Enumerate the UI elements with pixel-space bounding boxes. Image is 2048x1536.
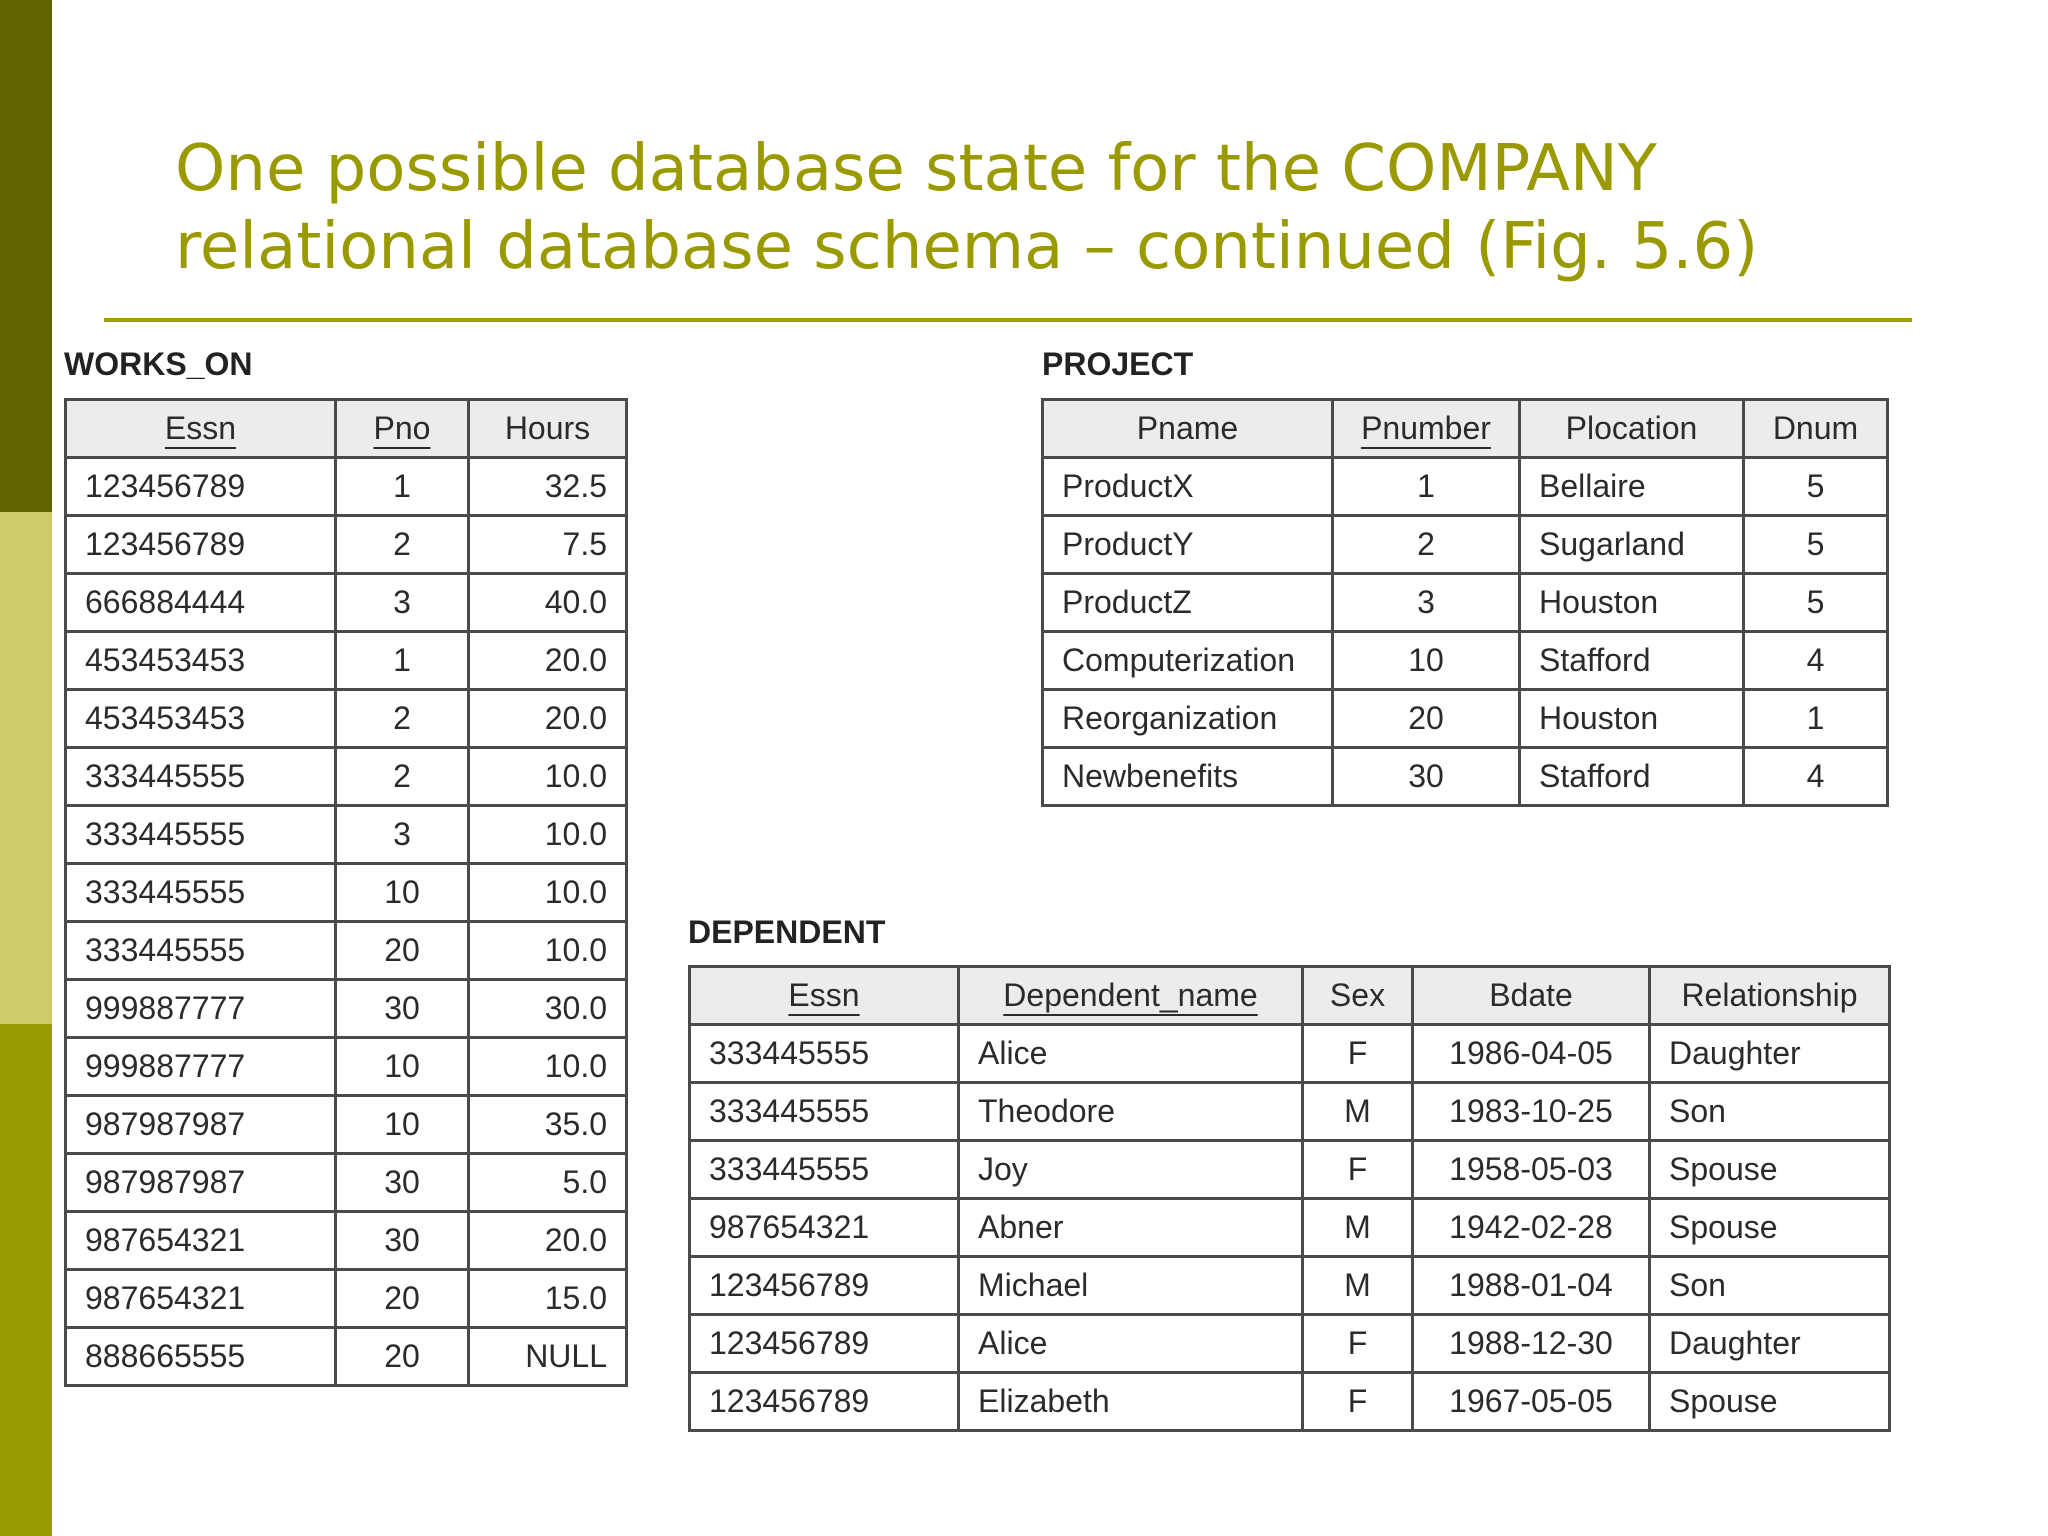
column-header: Dependent_name (959, 967, 1303, 1025)
table-cell: 123456789 (66, 458, 336, 516)
table-cell: 20 (336, 922, 469, 980)
table-row (66, 458, 627, 516)
table-cell: Newbenefits (1043, 748, 1333, 806)
table-row (690, 1315, 1890, 1373)
table-cell: 1986-04-05 (1413, 1025, 1650, 1083)
accent-bar-top (0, 0, 52, 512)
table-row (1043, 748, 1888, 806)
table-cell: F (1303, 1315, 1413, 1373)
table-cell: 10.0 (469, 806, 627, 864)
table-cell: Son (1650, 1083, 1890, 1141)
table-cell: 987654321 (66, 1270, 336, 1328)
table-cell: 1 (1333, 458, 1520, 516)
table-cell: 2 (336, 690, 469, 748)
column-header: Dnum (1744, 400, 1888, 458)
table-cell: 123456789 (690, 1373, 959, 1431)
slide-title-line-2: relational database schema – continued (Fig. 5.6) (175, 210, 1759, 284)
column-header: Pnumber (1333, 400, 1520, 458)
dependent-label: DEPENDENT (688, 914, 886, 950)
table-cell: 32.5 (469, 458, 627, 516)
table-cell: 333445555 (690, 1083, 959, 1141)
table-cell: 1988-01-04 (1413, 1257, 1650, 1315)
column-header: Hours (469, 400, 627, 458)
table-row (66, 632, 627, 690)
table-cell: Houston (1520, 574, 1744, 632)
table-cell: 1 (336, 458, 469, 516)
table-cell: 987654321 (690, 1199, 959, 1257)
table-cell: ProductY (1043, 516, 1333, 574)
table-cell: 3 (336, 806, 469, 864)
table-cell: 20 (1333, 690, 1520, 748)
table-header-row (66, 400, 627, 458)
table-cell: 20 (336, 1270, 469, 1328)
column-header: Relationship (1650, 967, 1890, 1025)
table-row (1043, 632, 1888, 690)
table-cell: 30 (336, 1154, 469, 1212)
table-cell: Reorganization (1043, 690, 1333, 748)
accent-bar-middle (0, 512, 52, 1024)
table-cell: 20.0 (469, 690, 627, 748)
table-cell: Alice (959, 1025, 1303, 1083)
table-row (1043, 690, 1888, 748)
table-row (66, 690, 627, 748)
table-cell: 30 (1333, 748, 1520, 806)
table-cell: 10.0 (469, 748, 627, 806)
table-cell: 1967-05-05 (1413, 1373, 1650, 1431)
table-cell: Bellaire (1520, 458, 1744, 516)
table-row (690, 1025, 1890, 1083)
table-cell: Joy (959, 1141, 1303, 1199)
table-row (1043, 458, 1888, 516)
table-cell: 10 (1333, 632, 1520, 690)
works-on-table (64, 398, 628, 1387)
table-cell: Alice (959, 1315, 1303, 1373)
project-table (1041, 398, 1889, 807)
table-cell: 2 (336, 748, 469, 806)
table-cell: 20 (336, 1328, 469, 1386)
table-row (66, 922, 627, 980)
table-cell: 123456789 (66, 516, 336, 574)
table-row (66, 1270, 627, 1328)
table-cell: Houston (1520, 690, 1744, 748)
column-header: Bdate (1413, 967, 1650, 1025)
table-cell: 888665555 (66, 1328, 336, 1386)
table-cell: Daughter (1650, 1025, 1890, 1083)
table-cell: 5 (1744, 516, 1888, 574)
table-cell: NULL (469, 1328, 627, 1386)
table-cell: 30 (336, 1212, 469, 1270)
project-label: PROJECT (1042, 346, 1194, 382)
table-cell: 333445555 (66, 748, 336, 806)
table-cell: Spouse (1650, 1199, 1890, 1257)
table-header-row (690, 967, 1890, 1025)
table-cell: 20.0 (469, 632, 627, 690)
table-cell: 4 (1744, 748, 1888, 806)
table-cell: 1988-12-30 (1413, 1315, 1650, 1373)
table-cell: 2 (336, 516, 469, 574)
table-cell: M (1303, 1083, 1413, 1141)
table-row (66, 980, 627, 1038)
table-cell: 1 (336, 632, 469, 690)
table-cell: Son (1650, 1257, 1890, 1315)
table-row (1043, 516, 1888, 574)
column-header: Essn (66, 400, 336, 458)
table-cell: 10 (336, 1096, 469, 1154)
table-cell: 40.0 (469, 574, 627, 632)
table-cell: Elizabeth (959, 1373, 1303, 1431)
table-cell: 5 (1744, 574, 1888, 632)
table-cell: M (1303, 1257, 1413, 1315)
table-cell: Spouse (1650, 1141, 1890, 1199)
table-cell: 999887777 (66, 1038, 336, 1096)
column-header: Sex (1303, 967, 1413, 1025)
table-cell: 20.0 (469, 1212, 627, 1270)
table-cell: 2 (1333, 516, 1520, 574)
table-cell: 123456789 (690, 1315, 959, 1373)
column-header: Pno (336, 400, 469, 458)
table-row (66, 864, 627, 922)
table-cell: 10.0 (469, 864, 627, 922)
table-cell: Stafford (1520, 748, 1744, 806)
dependent-table (688, 965, 1891, 1432)
table-cell: 1 (1744, 690, 1888, 748)
table-cell: 4 (1744, 632, 1888, 690)
slide-title-line-1: One possible database state for the COMPANY (175, 132, 1657, 206)
table-cell: ProductZ (1043, 574, 1333, 632)
table-cell: 10 (336, 864, 469, 922)
table-cell: 30.0 (469, 980, 627, 1038)
table-cell: 333445555 (66, 922, 336, 980)
table-cell: F (1303, 1141, 1413, 1199)
table-cell: 5.0 (469, 1154, 627, 1212)
table-cell: Sugarland (1520, 516, 1744, 574)
table-row (66, 1154, 627, 1212)
table-row (1043, 574, 1888, 632)
table-cell: 15.0 (469, 1270, 627, 1328)
table-row (66, 516, 627, 574)
table-row (690, 1141, 1890, 1199)
table-row (66, 1096, 627, 1154)
table-cell: Daughter (1650, 1315, 1890, 1373)
table-cell: 3 (336, 574, 469, 632)
table-cell: 10.0 (469, 1038, 627, 1096)
table-row (66, 1328, 627, 1386)
table-cell: 453453453 (66, 632, 336, 690)
table-cell: F (1303, 1025, 1413, 1083)
table-cell: 333445555 (66, 864, 336, 922)
table-cell: 666884444 (66, 574, 336, 632)
table-cell: 333445555 (66, 806, 336, 864)
table-row (690, 1199, 1890, 1257)
table-cell: Stafford (1520, 632, 1744, 690)
title-divider (104, 318, 1912, 322)
table-row (690, 1257, 1890, 1315)
table-cell: 1942-02-28 (1413, 1199, 1650, 1257)
table-cell: 10 (336, 1038, 469, 1096)
table-cell: Michael (959, 1257, 1303, 1315)
table-cell: 35.0 (469, 1096, 627, 1154)
table-cell: 10.0 (469, 922, 627, 980)
table-row (66, 806, 627, 864)
table-cell: 999887777 (66, 980, 336, 1038)
table-cell: 987987987 (66, 1096, 336, 1154)
column-header: Essn (690, 967, 959, 1025)
table-cell: M (1303, 1199, 1413, 1257)
accent-bar-bottom (0, 1024, 52, 1536)
table-header-row (1043, 400, 1888, 458)
table-cell: Abner (959, 1199, 1303, 1257)
table-row (66, 1038, 627, 1096)
table-cell: 3 (1333, 574, 1520, 632)
table-row (66, 748, 627, 806)
table-cell: 1983-10-25 (1413, 1083, 1650, 1141)
works-on-label: WORKS_ON (64, 346, 253, 382)
column-header: Pname (1043, 400, 1333, 458)
table-cell: 987654321 (66, 1212, 336, 1270)
table-cell: 7.5 (469, 516, 627, 574)
table-cell: 30 (336, 980, 469, 1038)
table-cell: 453453453 (66, 690, 336, 748)
table-cell: Computerization (1043, 632, 1333, 690)
table-cell: F (1303, 1373, 1413, 1431)
table-cell: Spouse (1650, 1373, 1890, 1431)
slide-title (175, 130, 1975, 286)
table-cell: Theodore (959, 1083, 1303, 1141)
table-cell: 333445555 (690, 1141, 959, 1199)
table-cell: ProductX (1043, 458, 1333, 516)
table-cell: 987987987 (66, 1154, 336, 1212)
table-row (66, 1212, 627, 1270)
table-cell: 123456789 (690, 1257, 959, 1315)
table-row (690, 1373, 1890, 1431)
table-cell: 1958-05-03 (1413, 1141, 1650, 1199)
table-cell: 333445555 (690, 1025, 959, 1083)
table-cell: 5 (1744, 458, 1888, 516)
column-header: Plocation (1520, 400, 1744, 458)
table-row (66, 574, 627, 632)
table-row (690, 1083, 1890, 1141)
